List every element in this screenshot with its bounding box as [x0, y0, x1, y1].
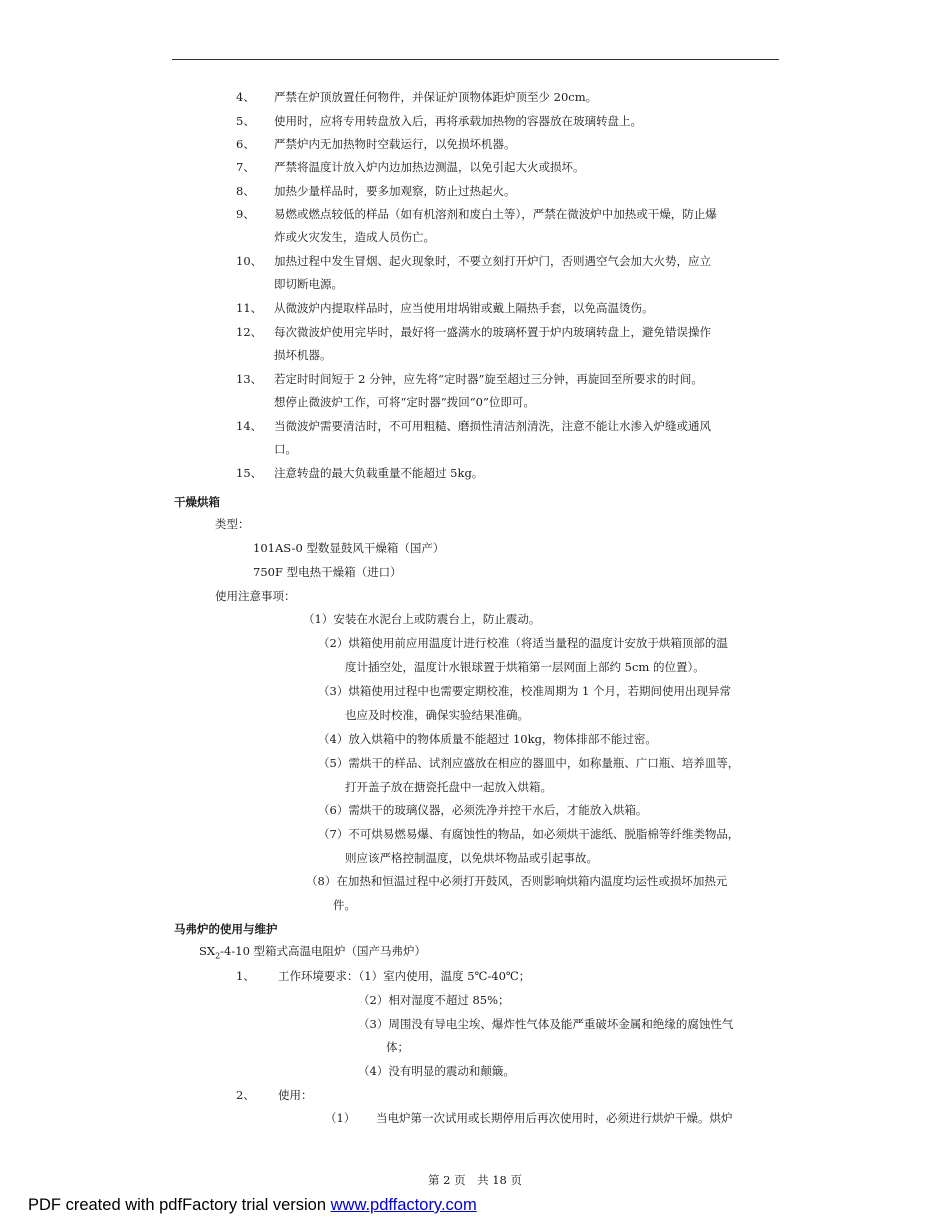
oven-note: 则应该严格控制温度，以免烘坏物品或引起事故。 [345, 851, 598, 865]
list-item-text: 易燃或燃点较低的样品（如有机溶剂和废白土等），严禁在微波炉中加热或干燥，防止爆 [274, 207, 717, 221]
model-suffix: -4-10 型箱式高温电阻炉（国产马弗炉） [220, 944, 427, 958]
list-item-text: 加热过程中发生冒烟、起火现象时，不要立刻打开炉门，否则遇空气会加大火势，应立 [274, 254, 711, 268]
oven-note: （4）放入烘箱中的物体质量不能超过 10kg，物体排部不能过密。 [318, 732, 657, 746]
model-prefix: SX [199, 944, 216, 958]
list-item-number: 12、 [236, 325, 263, 339]
oven-types-label: 类型： [215, 517, 250, 531]
list-item-number: 6、 [236, 137, 255, 151]
list-item-number: 9、 [236, 207, 255, 221]
oven-note: （8）在加热和恒温过程中必须打开鼓风，否则影响烘箱内温度均运性或损坏加热元 [306, 874, 728, 888]
list-item-number: 11、 [236, 301, 263, 315]
list-item-number: 10、 [236, 254, 263, 268]
oven-note: 打开盖子放在搪瓷托盘中一起放入烘箱。 [345, 780, 552, 794]
list-item-text: 损坏机器。 [274, 348, 332, 362]
list-item-number: 14、 [236, 419, 263, 433]
list-item-text: 每次微波炉使用完毕时，最好将一盛满水的玻璃杯置于炉内玻璃转盘上，避免错误操作 [274, 325, 711, 339]
oven-note: （7）不可烘易燃易爆、有腐蚀性的物品，如必须烘干滤纸、脱脂棉等纤维类物品， [318, 827, 740, 841]
list-item-text: 注意转盘的最大负载重量不能超过 5kg。 [274, 466, 484, 480]
muffle-use-label: 使用： [278, 1088, 313, 1102]
pdf-banner [28, 1195, 477, 1215]
muffle-env-item: （4）没有明显的震动和颠簸。 [358, 1064, 515, 1078]
list-item-text: 从微波炉内提取样品时，应当使用坩埚钳或戴上隔热手套，以免高温烫伤。 [274, 301, 654, 315]
oven-note: （5）需烘干的样品、试剂应盛放在相应的器皿中，如称量瓶、广口瓶、培养皿等， [318, 756, 740, 770]
oven-note: （3）烘箱使用过程中也需要定期校准，校准周期为 1 个月，若期间使用出现异常 [318, 684, 731, 698]
list-item-text: 口。 [274, 442, 297, 456]
list-item-text: 即切断电源。 [274, 277, 343, 291]
pdf-banner-text: PDF created with pdfFactory trial version [28, 1196, 331, 1214]
oven-type-item: 101AS-0 型数显鼓风干燥箱（国产） [253, 541, 445, 555]
list-item-text: 当微波炉需要清洁时，不可用粗糙、磨损性清洁剂清洗，注意不能让水渗入炉缝或通风 [274, 419, 711, 433]
section-heading-muffle: 马弗炉的使用与维护 [174, 922, 278, 936]
list-item-text: 使用时，应将专用转盘放入后，再将承载加热物的容器放在玻璃转盘上。 [274, 114, 642, 128]
muffle-env-item: 体； [386, 1040, 409, 1054]
muffle-env-item: （3）周围没有导电尘埃、爆炸性气体及能严重破坏金属和绝缘的腐蚀性气 [358, 1017, 734, 1031]
oven-note: （1）安装在水泥台上或防震台上，防止震动。 [303, 612, 541, 626]
list-item-number: 4、 [236, 90, 255, 104]
oven-note: （2）烘箱使用前应用温度计进行校准（将适当量程的温度计安放于烘箱顶部的温 [318, 636, 728, 650]
muffle-env-item: （2）相对湿度不超过 85%； [358, 993, 510, 1007]
section-heading-oven: 干燥烘箱 [174, 495, 220, 509]
list-item-number: 15、 [236, 466, 263, 480]
muffle-env-label: 工作环境要求：（1）室内使用，温度 5℃-40℃； [278, 969, 531, 983]
muffle-use-number: （1） [325, 1111, 356, 1125]
oven-note: 也应及时校准，确保实验结果准确。 [345, 708, 529, 722]
list-item-text: 严禁将温度计放入炉内边加热边测温，以免引起大火或损坏。 [274, 160, 585, 174]
list-item-text: 若定时时间短于 2 分钟，应先将“定时器”旋至超过三分钟，再旋回至所要求的时间。 [274, 372, 703, 386]
muffle-item-number: 1、 [236, 969, 255, 983]
model-subscript: 2 [215, 951, 221, 961]
oven-note: 件。 [333, 898, 356, 912]
list-item-text: 严禁在炉顶放置任何物件，并保证炉顶物体距炉顶至少 20cm。 [274, 90, 598, 104]
muffle-item-number: 2、 [236, 1088, 255, 1102]
oven-type-item: 750F 型电热干燥箱（进口） [253, 565, 402, 579]
muffle-use-text: 当电炉第一次试用或长期停用后再次使用时，必须进行烘炉干燥。烘炉 [376, 1111, 733, 1125]
pdffactory-link[interactable]: www.pdffactory.com [330, 1196, 477, 1214]
oven-note: 度计插空处，温度计水银球置于烘箱第一层网面上部约 5cm 的位置）。 [345, 660, 705, 674]
list-item-number: 8、 [236, 184, 255, 198]
header-rule [172, 59, 779, 60]
list-item-text: 想停止微波炉工作，可将“定时器”拨回“0”位即可。 [274, 395, 535, 409]
list-item-number: 5、 [236, 114, 255, 128]
page-number: 第 2 页 共 18 页 [427, 1173, 523, 1187]
list-item-text: 严禁炉内无加热物时空载运行，以免损坏机器。 [274, 137, 516, 151]
list-item-number: 7、 [236, 160, 255, 174]
list-item-text: 炸或火灾发生，造成人员伤亡。 [274, 230, 435, 244]
oven-notes-label: 使用注意事项： [215, 589, 296, 603]
oven-note: （6）需烘干的玻璃仪器，必须洗净并控干水后，才能放入烘箱。 [318, 803, 648, 817]
list-item-text: 加热少量样品时，要多加观察，防止过热起火。 [274, 184, 516, 198]
muffle-model [199, 943, 426, 964]
list-item-number: 13、 [236, 372, 263, 386]
